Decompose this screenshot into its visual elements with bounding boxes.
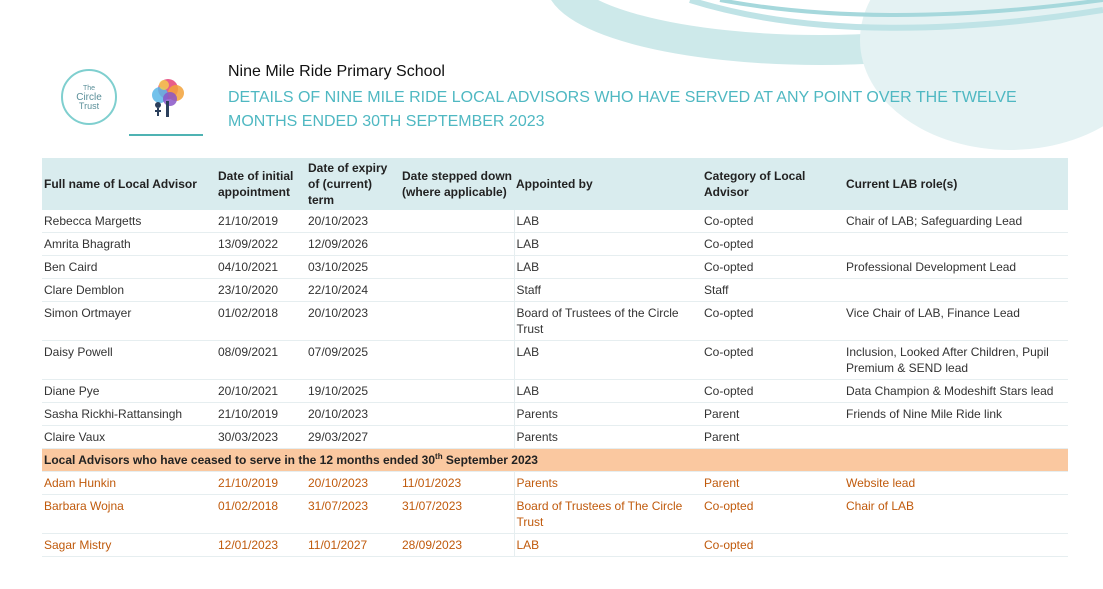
cell-stepped-down <box>400 341 514 380</box>
cell-appointed-by: Parents <box>514 426 702 449</box>
column-header-initial-appointment: Date of initial appointment <box>216 158 306 210</box>
cell-stepped-down <box>400 403 514 426</box>
cell-initial-appointment: 30/03/2023 <box>216 426 306 449</box>
cell-stepped-down <box>400 279 514 302</box>
cell-stepped-down <box>400 210 514 233</box>
cell-lab-roles <box>844 426 1068 449</box>
cell-lab-roles: Chair of LAB <box>844 495 1068 534</box>
cell-name: Claire Vaux <box>42 426 216 449</box>
document-title-line-1: DETAILS OF NINE MILE RIDE LOCAL ADVISORS WHO HAVE SERVED AT ANY POINT OVER THE TWELVE <box>228 89 1017 106</box>
cell-initial-appointment: 21/10/2019 <box>216 472 306 495</box>
school-name: Nine Mile Ride Primary School <box>228 63 445 80</box>
logo-underline <box>129 134 203 136</box>
cell-expiry: 20/10/2023 <box>306 210 400 233</box>
cell-expiry: 11/01/2027 <box>306 534 400 557</box>
cell-initial-appointment: 23/10/2020 <box>216 279 306 302</box>
cell-category: Co-opted <box>702 256 844 279</box>
cell-lab-roles: Professional Development Lead <box>844 256 1068 279</box>
cell-expiry: 20/10/2023 <box>306 403 400 426</box>
cell-expiry: 20/10/2023 <box>306 472 400 495</box>
cell-appointed-by: LAB <box>514 256 702 279</box>
cell-initial-appointment: 04/10/2021 <box>216 256 306 279</box>
ceased-section-row <box>42 449 1068 472</box>
table-row <box>42 233 1068 256</box>
column-header-expiry: Date of expiry of (current) term <box>306 158 400 210</box>
local-advisors-table <box>42 158 1068 557</box>
cell-lab-roles <box>844 233 1068 256</box>
table-row <box>42 302 1068 341</box>
cell-stepped-down: 11/01/2023 <box>400 472 514 495</box>
cell-lab-roles: Vice Chair of LAB, Finance Lead <box>844 302 1068 341</box>
circle-trust-logo: The Circle Trust <box>61 69 117 125</box>
cell-category: Co-opted <box>702 210 844 233</box>
ceased-section-label: Local Advisors who have ceased to serve in the 12 months ended 30th September 2023 <box>42 449 1068 472</box>
cell-expiry: 19/10/2025 <box>306 380 400 403</box>
former-advisor-row <box>42 472 1068 495</box>
cell-name: Diane Pye <box>42 380 216 403</box>
table-header-row <box>42 158 1068 210</box>
cell-category: Co-opted <box>702 302 844 341</box>
cell-lab-roles <box>844 534 1068 557</box>
cell-name: Barbara Wojna <box>42 495 216 534</box>
cell-appointed-by: Board of Trustees of The Circle Trust <box>514 495 702 534</box>
table-row <box>42 210 1068 233</box>
cell-name: Clare Demblon <box>42 279 216 302</box>
cell-initial-appointment: 08/09/2021 <box>216 341 306 380</box>
cell-expiry: 22/10/2024 <box>306 279 400 302</box>
cell-name: Daisy Powell <box>42 341 216 380</box>
table-row <box>42 279 1068 302</box>
cell-appointed-by: LAB <box>514 380 702 403</box>
cell-name: Sasha Rickhi-Rattansingh <box>42 403 216 426</box>
cell-category: Staff <box>702 279 844 302</box>
cell-category: Co-opted <box>702 233 844 256</box>
column-header-category: Category of Local Advisor <box>702 158 844 210</box>
cell-appointed-by: Parents <box>514 403 702 426</box>
document-title <box>228 86 1028 134</box>
former-advisor-row <box>42 495 1068 534</box>
cell-name: Sagar Mistry <box>42 534 216 557</box>
table-row <box>42 426 1068 449</box>
cell-lab-roles: Inclusion, Looked After Children, Pupil Premium & SEND lead <box>844 341 1068 380</box>
column-header-stepped-down: Date stepped down (where applicable) <box>400 158 514 210</box>
cell-stepped-down <box>400 302 514 341</box>
school-tree-logo <box>146 75 188 123</box>
cell-appointed-by: LAB <box>514 210 702 233</box>
table-row <box>42 380 1068 403</box>
cell-category: Co-opted <box>702 534 844 557</box>
cell-stepped-down: 31/07/2023 <box>400 495 514 534</box>
cell-expiry: 03/10/2025 <box>306 256 400 279</box>
cell-stepped-down: 28/09/2023 <box>400 534 514 557</box>
table-row <box>42 256 1068 279</box>
cell-lab-roles <box>844 279 1068 302</box>
cell-appointed-by: Board of Trustees of the Circle Trust <box>514 302 702 341</box>
cell-lab-roles: Friends of Nine Mile Ride link <box>844 403 1068 426</box>
cell-lab-roles: Data Champion & Modeshift Stars lead <box>844 380 1068 403</box>
cell-category: Parent <box>702 472 844 495</box>
cell-expiry: 20/10/2023 <box>306 302 400 341</box>
cell-name: Adam Hunkin <box>42 472 216 495</box>
cell-appointed-by: LAB <box>514 233 702 256</box>
cell-appointed-by: Staff <box>514 279 702 302</box>
column-header-name: Full name of Local Advisor <box>42 158 216 210</box>
cell-initial-appointment: 01/02/2018 <box>216 495 306 534</box>
cell-category: Co-opted <box>702 341 844 380</box>
cell-category: Parent <box>702 403 844 426</box>
document-title-line-2: MONTHS ENDED 30TH SEPTEMBER 2023 <box>228 113 545 130</box>
cell-stepped-down <box>400 380 514 403</box>
cell-name: Rebecca Margetts <box>42 210 216 233</box>
cell-name: Amrita Bhagrath <box>42 233 216 256</box>
cell-expiry: 31/07/2023 <box>306 495 400 534</box>
cell-initial-appointment: 21/10/2019 <box>216 403 306 426</box>
cell-lab-roles: Website lead <box>844 472 1068 495</box>
cell-name: Ben Caird <box>42 256 216 279</box>
cell-initial-appointment: 20/10/2021 <box>216 380 306 403</box>
cell-stepped-down <box>400 426 514 449</box>
cell-appointed-by: LAB <box>514 534 702 557</box>
cell-appointed-by: Parents <box>514 472 702 495</box>
cell-initial-appointment: 13/09/2022 <box>216 233 306 256</box>
column-header-lab-roles: Current LAB role(s) <box>844 158 1068 210</box>
cell-expiry: 12/09/2026 <box>306 233 400 256</box>
cell-stepped-down <box>400 256 514 279</box>
cell-lab-roles: Chair of LAB; Safeguarding Lead <box>844 210 1068 233</box>
cell-initial-appointment: 21/10/2019 <box>216 210 306 233</box>
table-row <box>42 403 1068 426</box>
former-advisor-row <box>42 534 1068 557</box>
cell-category: Co-opted <box>702 380 844 403</box>
table-row <box>42 341 1068 380</box>
cell-initial-appointment: 12/01/2023 <box>216 534 306 557</box>
cell-initial-appointment: 01/02/2018 <box>216 302 306 341</box>
cell-expiry: 29/03/2027 <box>306 426 400 449</box>
cell-category: Co-opted <box>702 495 844 534</box>
cell-category: Parent <box>702 426 844 449</box>
column-header-appointed-by: Appointed by <box>514 158 702 210</box>
cell-appointed-by: LAB <box>514 341 702 380</box>
cell-expiry: 07/09/2025 <box>306 341 400 380</box>
cell-stepped-down <box>400 233 514 256</box>
cell-name: Simon Ortmayer <box>42 302 216 341</box>
